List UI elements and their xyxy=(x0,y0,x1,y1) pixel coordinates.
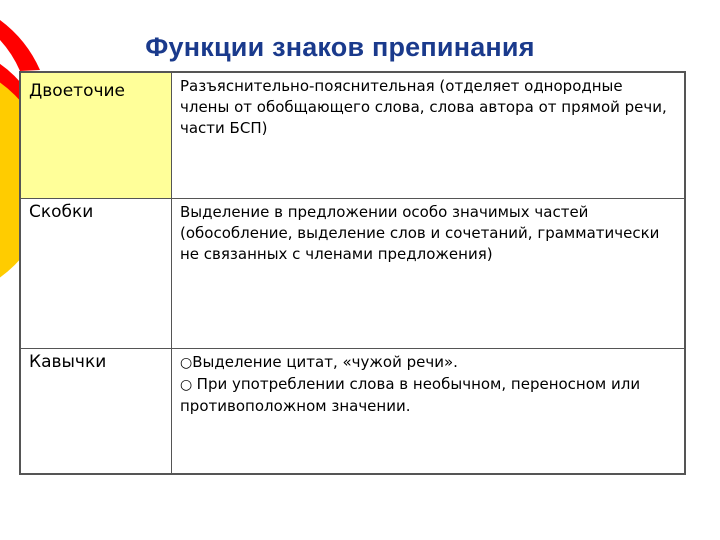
description-cell: Разъяснительно-пояснительная (отделяет однородные члены от обобщающего слова, слова автора от прямой речи, части БСП) xyxy=(172,72,686,198)
page-title: Функции знаков препинания xyxy=(145,32,535,62)
term-cell: Скобки xyxy=(20,198,172,348)
circle-bullet-icon: ○ xyxy=(180,354,193,371)
term-cell: Двоеточие xyxy=(20,72,172,198)
table-row xyxy=(20,198,685,348)
description-cell: Выделение в предложении особо значимых частей (обособление, выделение слов и сочетаний, грамматически не связанных с членами предложения) xyxy=(172,198,686,348)
term-cell: Кавычки xyxy=(20,348,172,474)
punctuation-table xyxy=(19,71,686,475)
description-cell xyxy=(172,348,686,474)
list-item: ○Выделение цитат, «чужой речи». xyxy=(180,352,458,371)
table-row xyxy=(20,72,685,198)
circle-bullet-icon: ○ xyxy=(180,376,197,393)
list-item: ○ При употреблении слова в необычном, переносном или противоположном значении. xyxy=(180,374,641,415)
table-row xyxy=(20,348,685,474)
